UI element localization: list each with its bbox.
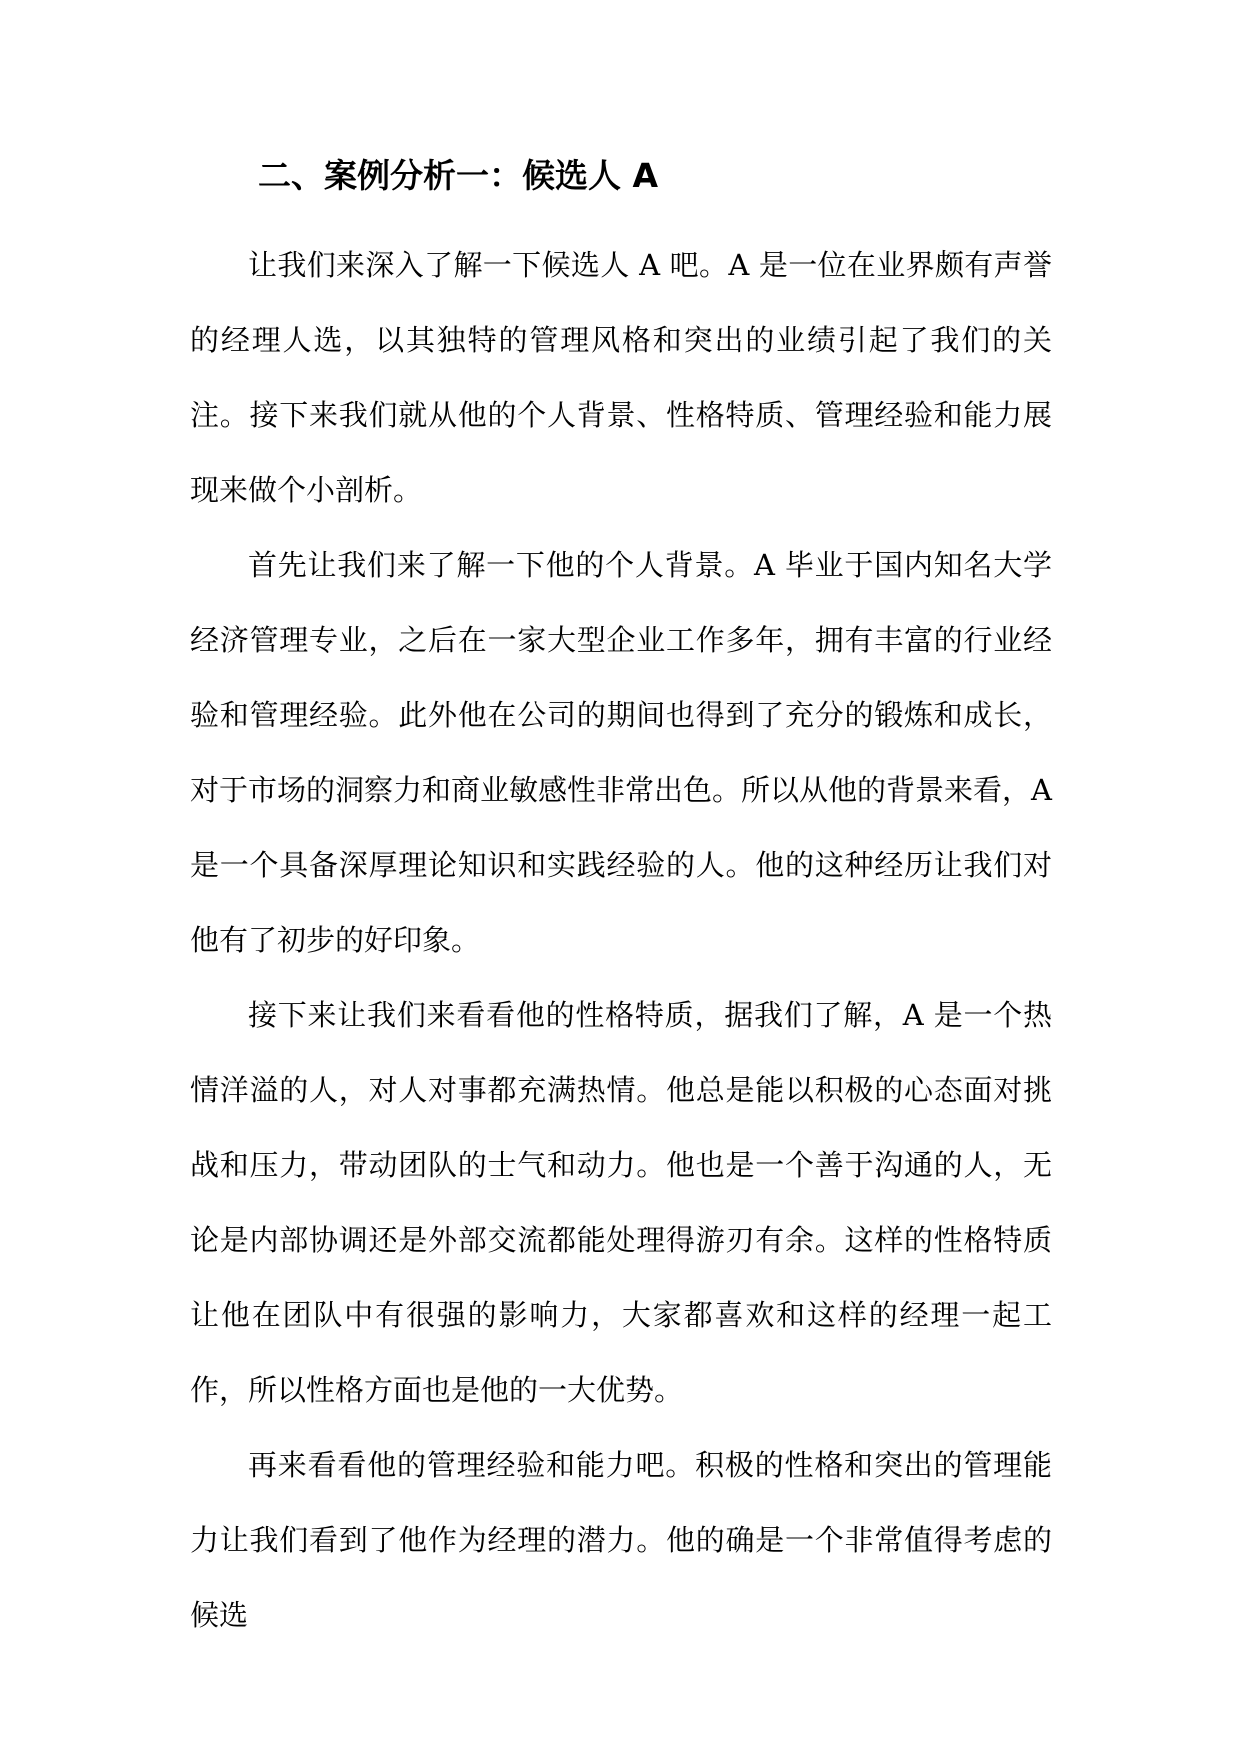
paragraph-intro: 让我们来深入了解一下候选人 A 吧。A 是一位在业界颇有声誉的经理人选，以其独特的管理风格和突出的业绩引起了我们的关注。接下来我们就从他的个人背景、性格特质、管理经验和能力展现来做个小剖析。 [190,248,1052,507]
document-body [190,228,1052,1653]
paragraph-personality: 接下来让我们来看看他的性格特质，据我们了解，A 是一个热情洋溢的人，对人对事都充满热情。他总是能以积极的心态面对挑战和压力，带动团队的士气和动力。他也是一个善于沟通的人，无论是内部协调还是外部交流都能处理得游刃有余。这样的性格特质让他在团队中有很强的影响力，大家都喜欢和这样的经理一起工作，所以性格方面也是他的一大优势。 [190,998,1052,1407]
paragraph-background: 首先让我们来了解一下他的个人背景。A 毕业于国内知名大学经济管理专业，之后在一家大型企业工作多年，拥有丰富的行业经验和管理经验。此外他在公司的期间也得到了充分的锻炼和成长，对于市场的洞察力和商业敏感性非常出色。所以从他的背景来看，A 是一个具备深厚理论知识和实践经验的人。他的这种经历让我们对他有了初步的好印象。 [190,548,1052,957]
section-heading: 二、案例分析一：候选人 A [258,156,659,195]
paragraph-management: 再来看看他的管理经验和能力吧。积极的性格和突出的管理能力让我们看到了他作为经理的潜力。他的确是一个非常值得考虑的候选 [190,1448,1052,1632]
